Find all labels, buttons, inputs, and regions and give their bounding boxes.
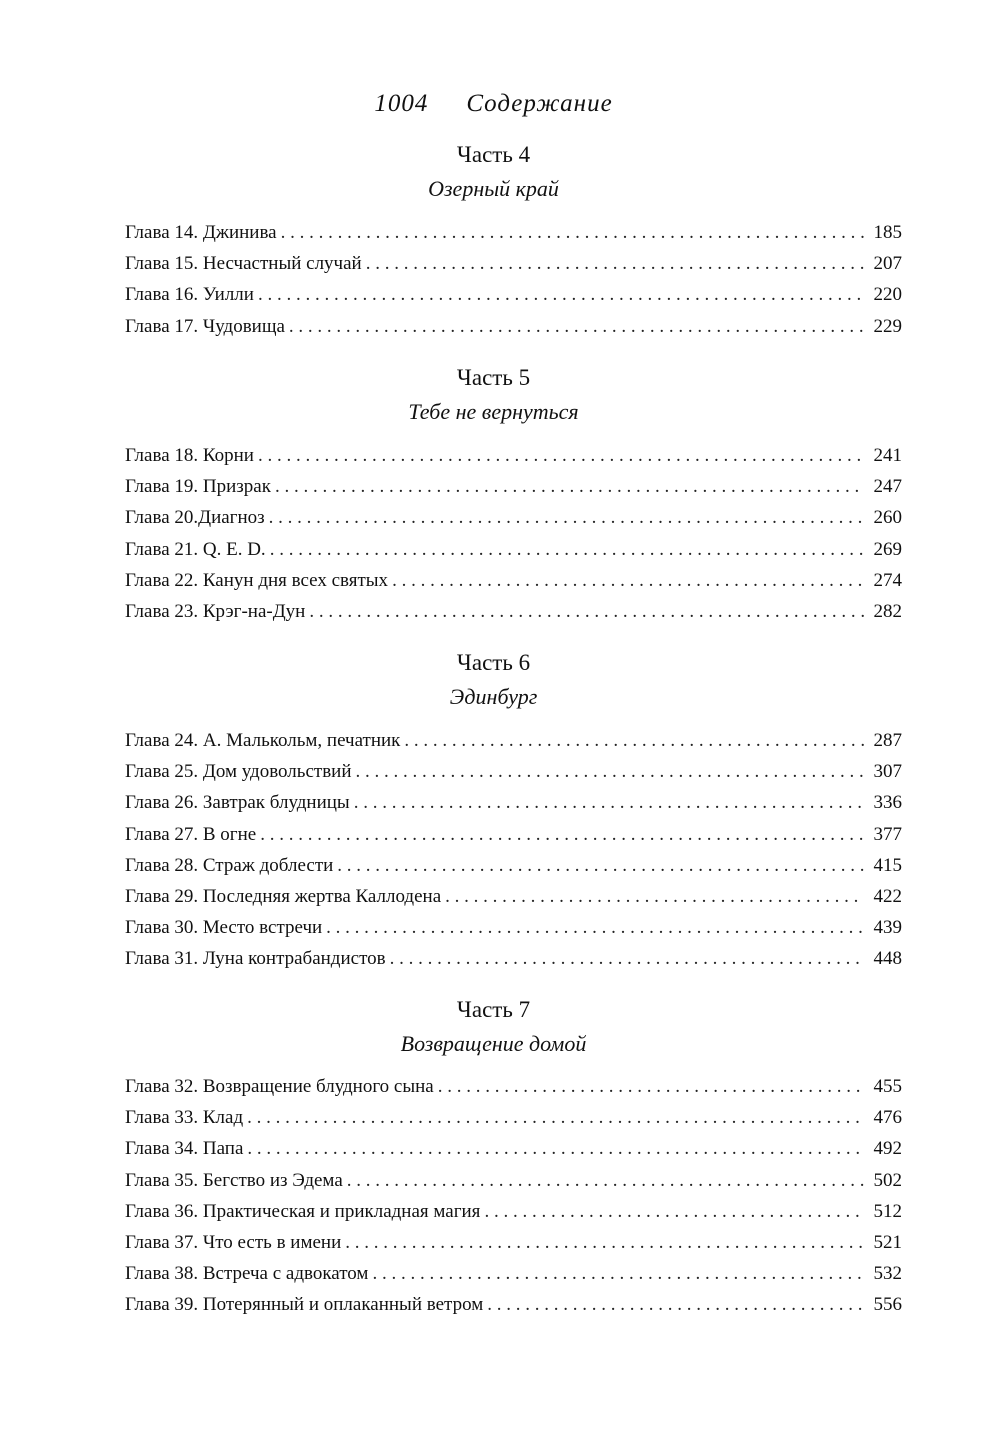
chapter-title: Глава 22. Канун дня всех святых <box>125 569 389 591</box>
part-heading <box>0 648 987 712</box>
chapter-page: 502 <box>873 1169 902 1191</box>
toc-entry[interactable] <box>125 787 902 818</box>
chapter-title: Глава 36. Практическая и прикладная магия <box>125 1200 481 1222</box>
chapter-page: 532 <box>873 1263 902 1285</box>
chapter-title: Глава 26. Завтрак блудницы <box>125 792 350 814</box>
chapter-page: 207 <box>873 253 902 275</box>
chapter-title: Глава 18. Корни <box>125 445 254 466</box>
toc-entry[interactable] <box>125 756 902 787</box>
toc-entry[interactable] <box>125 881 902 912</box>
chapter-page: 307 <box>873 761 902 783</box>
dot-leader <box>356 756 865 787</box>
chapter-page: 247 <box>873 476 902 498</box>
chapter-title: Глава 35. Бегство из Эдема <box>125 1169 343 1191</box>
part-subtitle: Тебе не вернуться <box>408 399 579 424</box>
chapter-page: 415 <box>873 854 902 876</box>
dot-leader <box>309 596 864 627</box>
dot-leader <box>260 819 864 850</box>
chapter-title: Глава 14. Джинива <box>125 222 277 243</box>
chapter-page: 336 <box>873 792 902 814</box>
chapter-title: Глава 21. Q. E. D. <box>125 538 266 560</box>
dot-leader <box>289 311 864 342</box>
dot-leader <box>247 1102 864 1133</box>
part-subtitle: Озерный край <box>428 176 559 201</box>
toc-entry[interactable] <box>125 1227 902 1258</box>
dot-leader <box>269 502 864 533</box>
chapter-title: Глава 19. Призрак <box>125 476 271 498</box>
part-title: Часть 4 <box>456 142 531 167</box>
chapter-title: Глава 30. Место встречи <box>125 917 323 939</box>
dot-leader <box>347 1165 864 1196</box>
chapter-title: Глава 24. А. Малькольм, печатник <box>125 730 401 751</box>
dot-leader <box>337 850 864 881</box>
page-number: 1004 <box>374 90 429 117</box>
chapter-title: Глава 20.Диагноз <box>125 507 265 529</box>
chapter-title: Глава 29. Последняя жертва Каллодена <box>125 885 442 907</box>
dot-leader <box>445 881 864 912</box>
dot-leader <box>270 534 864 565</box>
toc-entry[interactable] <box>125 1133 902 1164</box>
toc-entry[interactable] <box>125 1289 902 1320</box>
part-heading <box>0 995 987 1059</box>
chapter-title: Глава 31. Луна контрабандистов <box>125 948 386 970</box>
chapter-title: Глава 33. Клад <box>125 1107 244 1129</box>
dot-leader <box>404 725 864 756</box>
toc-entry[interactable] <box>125 1165 902 1196</box>
toc-entry[interactable] <box>125 819 902 850</box>
toc-entry[interactable] <box>125 1196 902 1227</box>
chapter-list <box>125 217 902 342</box>
part-title: Часть 5 <box>456 365 531 390</box>
running-head <box>0 90 987 118</box>
dot-leader <box>281 217 864 248</box>
chapter-title: Глава 28. Страж доблести <box>125 854 334 876</box>
chapter-page: 556 <box>873 1294 902 1316</box>
chapter-page: 241 <box>873 445 902 466</box>
chapter-title: Глава 34. Папа <box>125 1138 244 1160</box>
toc-entry[interactable] <box>125 502 902 533</box>
toc-entry[interactable] <box>125 596 902 627</box>
dot-leader <box>247 1133 864 1164</box>
dot-leader <box>354 787 864 818</box>
chapter-page: 492 <box>873 1138 902 1160</box>
chapter-list <box>125 440 902 627</box>
chapter-title: Глава 32. Возвращение блудного сына <box>125 1076 434 1097</box>
chapter-title: Глава 15. Несчастный случай <box>125 253 362 275</box>
toc-entry[interactable] <box>125 1071 902 1102</box>
dot-leader <box>366 248 864 279</box>
dot-leader <box>487 1289 864 1320</box>
dot-leader <box>438 1071 864 1102</box>
toc-entry[interactable] <box>125 534 902 565</box>
toc-entry[interactable] <box>125 912 902 943</box>
chapter-title: Глава 38. Встреча с адвокатом <box>125 1263 369 1285</box>
dot-leader <box>258 440 864 471</box>
chapter-page: 521 <box>873 1231 902 1253</box>
chapter-page: 448 <box>873 948 902 970</box>
toc-entry[interactable] <box>125 248 902 279</box>
toc-entry[interactable] <box>125 565 902 596</box>
dot-leader <box>484 1196 864 1227</box>
dot-leader <box>372 1258 864 1289</box>
toc-entry[interactable] <box>125 1258 902 1289</box>
chapter-title: Глава 27. В огне <box>125 823 257 845</box>
chapter-title: Глава 39. Потерянный и оплаканный ветром <box>125 1294 484 1316</box>
dot-leader <box>258 279 864 310</box>
toc-entry[interactable] <box>125 440 902 471</box>
chapter-title: Глава 16. Уилли <box>125 284 254 306</box>
toc-entry[interactable] <box>125 471 902 502</box>
toc-entry[interactable] <box>125 217 902 248</box>
page-title: Содержание <box>466 90 613 117</box>
chapter-page: 282 <box>873 600 902 622</box>
part-subtitle: Эдинбург <box>449 684 538 709</box>
dot-leader <box>390 943 864 974</box>
dot-leader <box>275 471 864 502</box>
dot-leader <box>392 565 864 596</box>
toc-entry[interactable] <box>125 311 902 342</box>
chapter-page: 439 <box>873 917 902 939</box>
chapter-page: 220 <box>873 284 902 306</box>
toc-entry[interactable] <box>125 1102 902 1133</box>
chapter-page: 455 <box>873 1076 902 1097</box>
chapter-page: 476 <box>873 1107 902 1129</box>
chapter-title: Глава 23. Крэг-на-Дун <box>125 600 306 622</box>
chapter-title: Глава 17. Чудовища <box>125 315 285 337</box>
part-subtitle: Возвращение домой <box>400 1031 587 1056</box>
chapter-list <box>125 1071 902 1321</box>
part-title: Часть 6 <box>456 650 531 675</box>
dot-leader <box>345 1227 864 1258</box>
chapter-page: 512 <box>873 1200 902 1222</box>
toc-entry[interactable] <box>125 725 902 756</box>
chapter-list <box>125 725 902 975</box>
chapter-page: 269 <box>873 538 902 560</box>
toc-entry[interactable] <box>125 279 902 310</box>
chapter-page: 185 <box>873 222 902 243</box>
chapter-page: 260 <box>873 507 902 529</box>
chapter-page: 274 <box>873 569 902 591</box>
part-heading <box>0 140 987 204</box>
chapter-page: 422 <box>873 885 902 907</box>
chapter-title: Глава 37. Что есть в имени <box>125 1231 342 1253</box>
toc-entry[interactable] <box>125 943 902 974</box>
part-heading <box>0 363 987 427</box>
chapter-title: Глава 25. Дом удовольствий <box>125 761 352 783</box>
dot-leader <box>326 912 864 943</box>
toc-entry[interactable] <box>125 850 902 881</box>
chapter-page: 377 <box>873 823 902 845</box>
chapter-page: 229 <box>873 315 902 337</box>
chapter-page: 287 <box>873 730 902 751</box>
part-title: Часть 7 <box>456 997 531 1022</box>
